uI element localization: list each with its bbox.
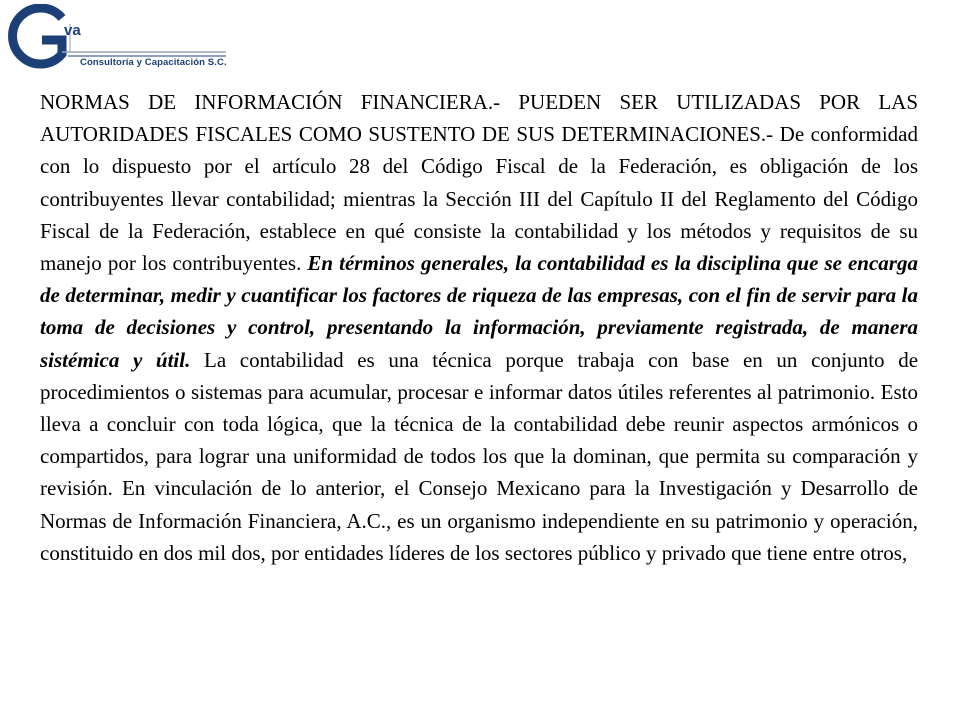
document-intro: De conformidad con lo dispuesto por el artículo 28 del Código Fiscal de la Federación, es obligación de los contribuyentes llevar contabilidad; mientras la Sección III del Capítulo II del Reglamento del Código Fiscal de la Federación, establece en qué consiste la contabilidad y los métodos y requisitos de su manejo por los contribuyentes. [40, 122, 918, 276]
logo-initials: va [64, 22, 81, 39]
document-title: NORMAS DE INFORMACIÓN FINANCIERA.- PUEDEN SER UTILIZADAS POR LAS AUTORIDADES FISCALES COMO SUSTENTO DE SUS DETERMINACIONES.- [40, 90, 918, 147]
company-logo [4, 4, 234, 74]
document-paragraph [40, 86, 918, 569]
logo-company-name: Consultoría y Capacitación S.C. [80, 57, 227, 68]
document-emphasis: En términos generales, la contabilidad es la disciplina que se encarga de determinar, medir y cuantificar los factores de riqueza de las empresas, con el fin de servir para la toma de decisiones y control, presentando la información, previamente registrada, de manera sistémica y útil. [40, 251, 918, 372]
document-body: La contabilidad es una técnica porque trabaja con base en un conjunto de procedimientos o sistemas para acumular, procesar e informar datos útiles referentes al patrimonio. Esto lleva a concluir con toda lógica, que la técnica de la contabilidad debe reunir aspectos armónicos o compartidos, para lograr una uniformidad de todos los que la dominan, que permita su comparación y revisión. En vinculación de lo anterior, el Consejo Mexicano para la Investigación y Desarrollo de Normas de Información Financiera, A.C., es un organismo independiente en su patrimonio y operación, constituido en dos mil dos, por entidades líderes de los sectores público y privado que tiene entre otros, [40, 347, 919, 565]
